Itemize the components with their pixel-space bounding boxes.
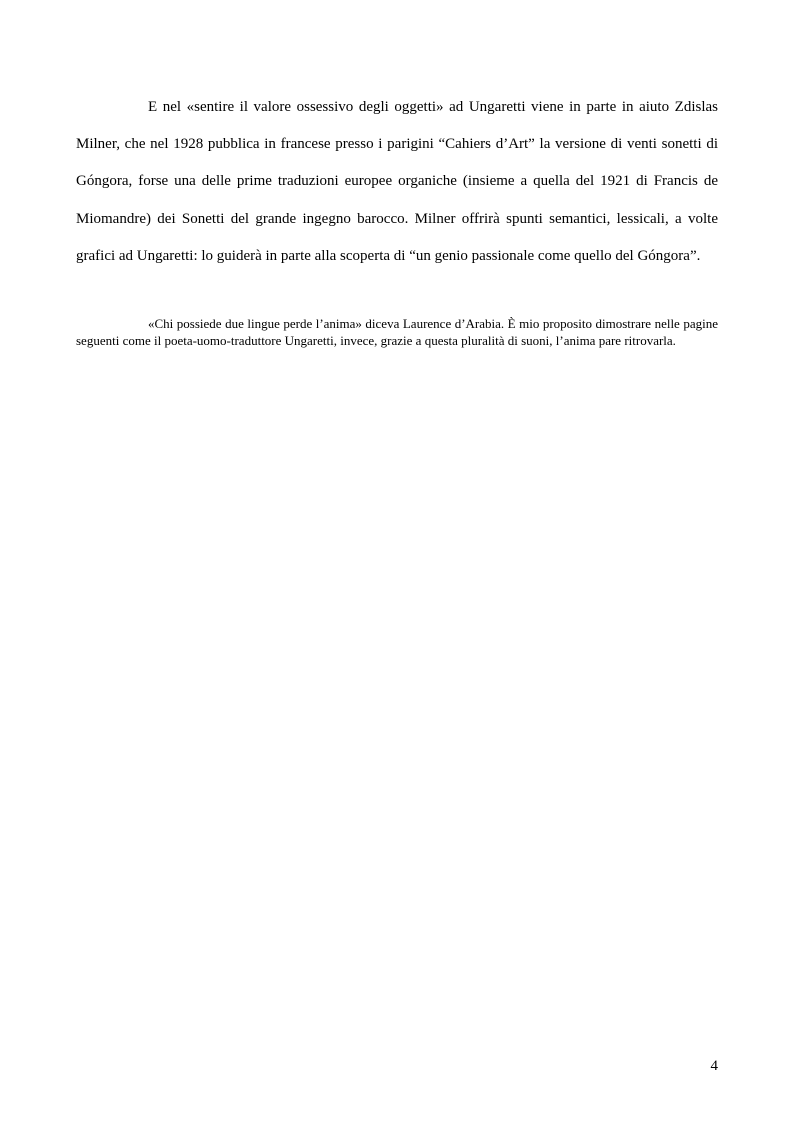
note-paragraph: «Chi possiede due lingue perde l’anima» diceva Laurence d’Arabia. È mio proposito dimostrare nelle pagine seguenti come il poeta-uomo-traduttore Ungaretti, invece, grazie a questa pluralità di suoni, l’anima pare ritrovarla. — [76, 316, 718, 348]
main-paragraph: E nel «sentire il valore ossessivo degli oggetti» ad Ungaretti viene in parte in aiuto Zdislas Milner, che nel 1928 pubblica in francese presso i parigini “Cahiers d’Art” la versione di venti sonetti di Góngora, forse una delle prime traduzioni europee organiche (insieme a quella del 1921 di Francis de Miomandre) dei Sonetti del grande ingegno barocco. Milner offrirà spunti semantici, lessicali, a volte grafici ad Ungaretti: lo guiderà in parte alla scoperta di “un genio passionale come quello del Góngora”. — [76, 99, 718, 264]
page-number: 4 — [710, 1058, 718, 1074]
